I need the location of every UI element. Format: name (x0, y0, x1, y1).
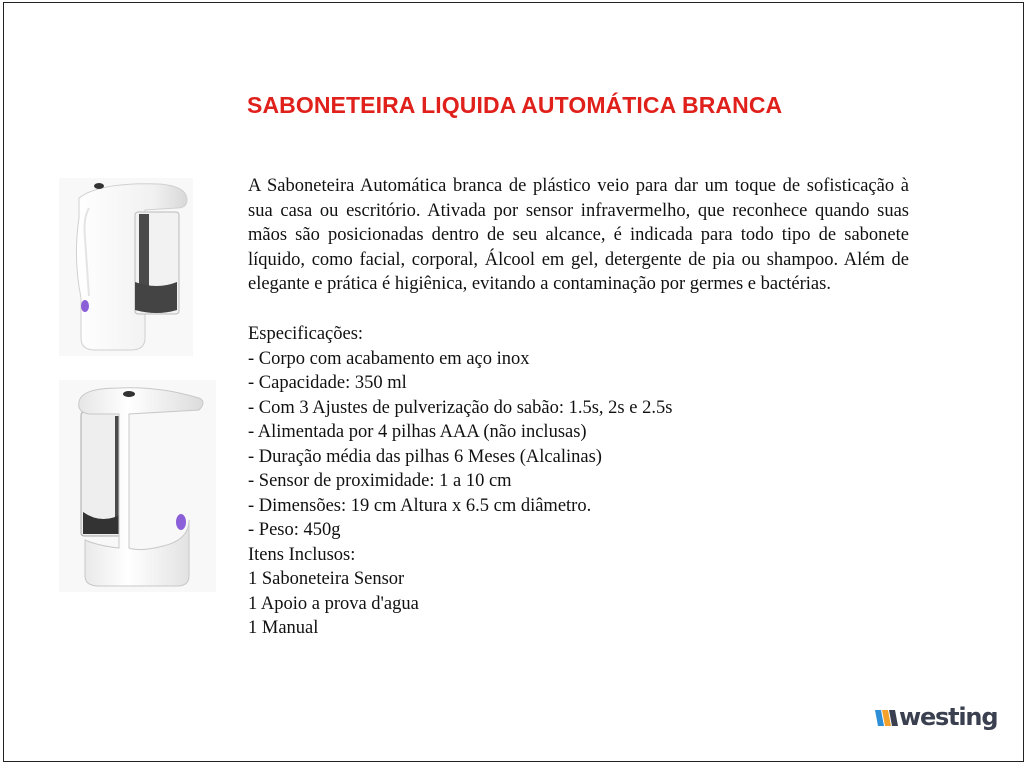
included-item: 1 Saboneteira Sensor (248, 569, 405, 589)
westing-logo-icon (875, 708, 899, 728)
section-heading-included: Itens Inclusos: (248, 544, 356, 565)
product-photo-front (59, 178, 193, 356)
soap-dispenser-image (59, 380, 216, 592)
spec-item: - Capacidade: 350 ml (248, 373, 407, 393)
product-title: SABONETEIRA LIQUIDA AUTOMÁTICA BRANCA (247, 92, 783, 118)
product-photo-side (59, 380, 216, 592)
spec-item: - Sensor de proximidade: 1 a 10 cm (248, 471, 512, 491)
spec-item: - Duração média das pilhas 6 Meses (Alcalinas) (248, 446, 602, 467)
included-item: 1 Manual (248, 618, 319, 638)
included-item: 1 Apoio a prova d'agua (248, 593, 419, 614)
product-description: A Saboneteira Automática branca de plástico veio para dar um toque de sofisticação à sua casa ou escritório. Ativada por sensor infravermelho, que reconhece quando suas mãos são posicionadas dentro de seu alcance, é indicada para todo tipo de sabonete líquido, como facial, corporal, Álcool em gel, detergente de pia ou shampoo. Além de elegante e prática é higiênica, evitando a contaminação por germes e bactérias. (248, 176, 909, 295)
spec-item: - Dimensões: 19 cm Altura x 6.5 cm diâmetro. (248, 495, 592, 516)
spec-item: - Corpo com acabamento em aço inox (248, 348, 530, 369)
spec-item: - Peso: 450g (248, 520, 341, 540)
soap-dispenser-image (59, 178, 193, 356)
section-heading-specs: Especificações: (248, 324, 364, 344)
spec-item: - Com 3 Ajustes de pulverização do sabão: 1.5s, 2s e 2.5s (248, 397, 673, 418)
westing-logo (875, 702, 1000, 734)
logo-text: westing (899, 703, 998, 731)
spec-item: - Alimentada por 4 pilhas AAA (não inclusas) (248, 422, 587, 442)
product-details-list (248, 322, 672, 641)
